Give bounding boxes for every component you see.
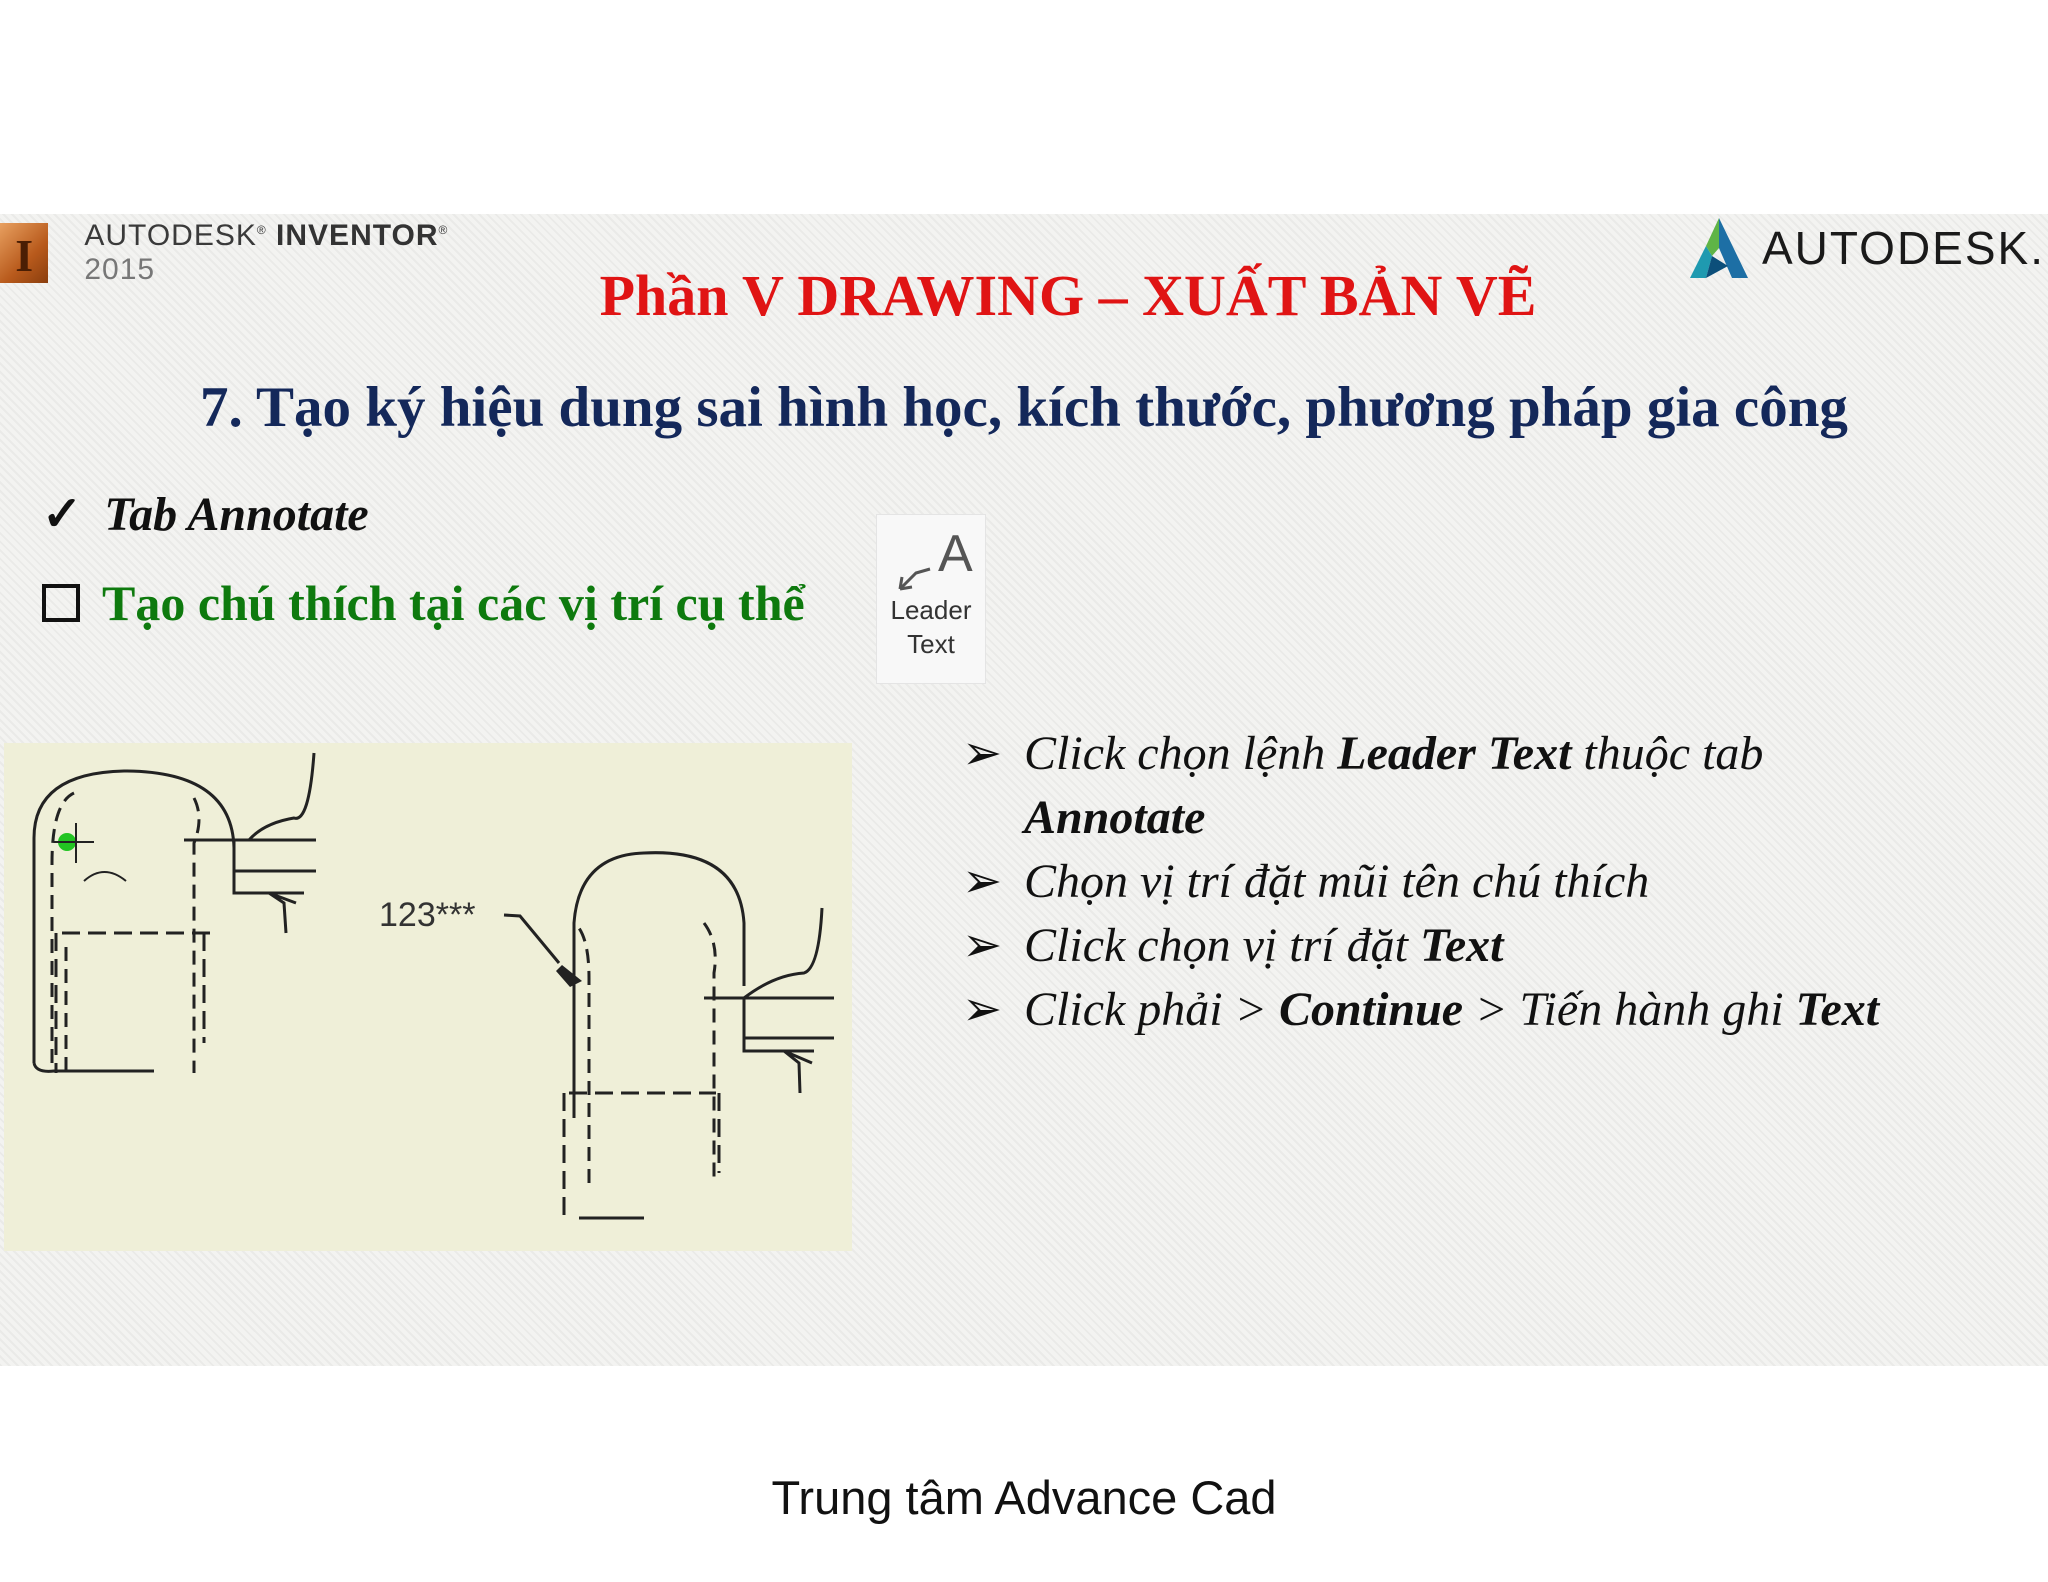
section-heading-text: Tạo chú thích tại các vị trí cụ thể [102, 575, 805, 631]
text-label: Text [907, 629, 955, 659]
list-item: ➢ Click chọn lệnh Leader Text thuộc tab [962, 722, 2032, 786]
drawing-annotation: 123*** [379, 896, 476, 934]
arrow-bullet-icon: ➢ [962, 727, 1003, 780]
leader-arrowhead [556, 965, 582, 987]
tab-annotate-line [42, 486, 369, 542]
list-item-continuation: Annotate [1024, 791, 1206, 844]
inventor-icon: I [0, 223, 48, 283]
section-subtitle: 7. Tạo ký hiệu dung sai hình học, kích thước, phương pháp gia công [200, 376, 1848, 439]
cad-drawing-image [4, 743, 852, 1251]
tab-annotate-text: Tab Annotate [104, 488, 369, 541]
autodesk-wordmark: AUTODESK. [1762, 222, 2045, 274]
footer-text: Trung tâm Advance Cad [771, 1471, 1277, 1524]
leader-label: Leader [890, 595, 972, 625]
svg-text:A: A [938, 527, 973, 583]
list-item: ➢ Click phải > Continue > Tiến hành ghi Text [962, 978, 2032, 1042]
arrow-bullet-icon: ➢ [962, 983, 1003, 1036]
instruction-list [962, 722, 2032, 1042]
arrow-bullet-icon: ➢ [962, 919, 1003, 972]
list-item: ➢ Click chọn vị trí đặt Text [962, 914, 2032, 978]
inventor-logo-text: AUTODESK® INVENTOR® 2015 [84, 219, 449, 286]
rotate-cursor-icon [84, 872, 126, 881]
page-title: Phần V DRAWING – XUẤT BẢN VẼ [599, 263, 1537, 328]
arrow-bullet-icon: ➢ [962, 855, 1003, 908]
leader-text-icon [886, 527, 976, 593]
section-heading [42, 574, 805, 632]
list-item: ➢ Chọn vị trí đặt mũi tên chú thích [962, 850, 2032, 914]
checkbox-square-icon [42, 584, 80, 622]
cad-drawing [4, 743, 852, 1251]
leader-text-button[interactable] [876, 514, 986, 684]
check-icon: ✓ [42, 488, 83, 541]
